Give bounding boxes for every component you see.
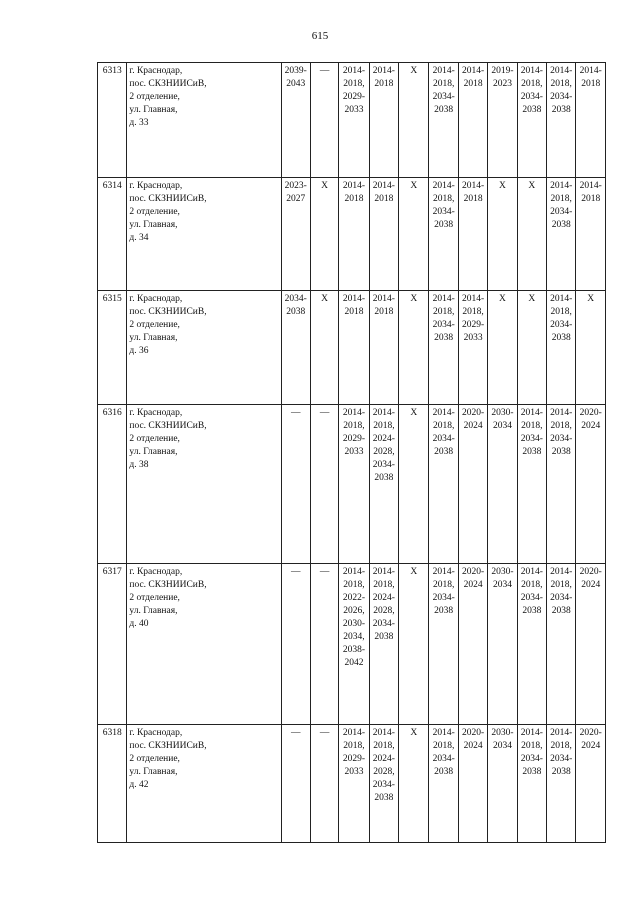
period-cell: X	[399, 291, 429, 405]
period-cell: 2014- 2018	[369, 291, 398, 405]
period-cell: 2014- 2018, 2029- 2033	[458, 291, 487, 405]
period-cell: X	[399, 178, 429, 291]
table-row	[98, 178, 606, 291]
table-row	[98, 405, 606, 564]
period-cell: —	[281, 564, 310, 725]
period-cell: 2014- 2018, 2034- 2038	[547, 63, 576, 178]
schedule-table	[97, 62, 606, 843]
table-row	[98, 725, 606, 843]
record-number: 6315	[98, 291, 127, 405]
period-cell: 2014- 2018, 2034- 2038	[517, 564, 546, 725]
period-cell: 2014- 2018, 2024- 2028, 2034- 2038	[369, 405, 398, 564]
address-line: пос. СКЗНИИСиВ,	[129, 307, 207, 317]
period-cell: 2014- 2018, 2024- 2028, 2034- 2038	[369, 564, 398, 725]
period-cell: 2020- 2024	[576, 564, 606, 725]
address-cell	[127, 405, 281, 564]
period-cell: 2014- 2018, 2029- 2033	[339, 725, 369, 843]
period-cell: X	[310, 291, 338, 405]
address-line: г. Краснодар,	[129, 728, 183, 738]
address-line: 2 отделение,	[129, 320, 180, 330]
period-cell: 2030- 2034	[488, 405, 517, 564]
address-line: г. Краснодар,	[129, 408, 183, 418]
address-line: 2 отделение,	[129, 207, 180, 217]
address-line: г. Краснодар,	[129, 567, 183, 577]
page-number: 615	[311, 30, 329, 42]
period-cell: 2030- 2034	[488, 725, 517, 843]
period-cell: X	[488, 291, 517, 405]
period-cell: 2014- 2018, 2034- 2038	[429, 725, 458, 843]
period-cell: X	[310, 178, 338, 291]
period-cell: 2014- 2018, 2034- 2038	[429, 405, 458, 564]
period-cell: 2039- 2043	[281, 63, 310, 178]
address-line: пос. СКЗНИИСиВ,	[129, 194, 207, 204]
period-cell: 2014- 2018	[458, 178, 487, 291]
period-cell: 2014- 2018	[576, 63, 606, 178]
period-cell: 2014- 2018, 2024- 2028, 2034- 2038	[369, 725, 398, 843]
address-line: ул. Главная,	[129, 447, 178, 457]
period-cell: 2014- 2018	[369, 178, 398, 291]
table-row	[98, 564, 606, 725]
address-line: ул. Главная,	[129, 606, 178, 616]
address-line: г. Краснодар,	[129, 66, 183, 76]
period-cell: 2020- 2024	[576, 725, 606, 843]
record-number: 6317	[98, 564, 127, 725]
address-line: д. 40	[129, 619, 149, 629]
period-cell: 2014- 2018, 2034- 2038	[547, 564, 576, 725]
period-cell: 2014- 2018, 2029- 2033	[339, 405, 369, 564]
period-cell: 2014- 2018	[339, 178, 369, 291]
address-line: ул. Главная,	[129, 767, 178, 777]
period-cell: 2014- 2018, 2034- 2038	[547, 405, 576, 564]
address-cell	[127, 564, 281, 725]
address-line: 2 отделение,	[129, 434, 180, 444]
period-cell: X	[517, 178, 546, 291]
period-cell: 2014- 2018, 2029- 2033	[339, 63, 369, 178]
address-line: 2 отделение,	[129, 754, 180, 764]
period-cell: —	[310, 725, 338, 843]
period-cell: X	[399, 405, 429, 564]
address-cell	[127, 725, 281, 843]
address-line: ул. Главная,	[129, 333, 178, 343]
period-cell: 2020- 2024	[458, 405, 487, 564]
period-cell: 2034- 2038	[281, 291, 310, 405]
address-line: 2 отделение,	[129, 92, 180, 102]
period-cell: 2014- 2018	[576, 178, 606, 291]
period-cell: —	[310, 63, 338, 178]
period-cell: 2014- 2018, 2034- 2038	[429, 63, 458, 178]
period-cell: 2014- 2018, 2034- 2038	[517, 725, 546, 843]
period-cell: 2023- 2027	[281, 178, 310, 291]
record-number: 6316	[98, 405, 127, 564]
period-cell: —	[310, 405, 338, 564]
record-number: 6318	[98, 725, 127, 843]
period-cell: 2014- 2018, 2034- 2038	[547, 725, 576, 843]
address-line: д. 33	[129, 118, 149, 128]
period-cell: —	[310, 564, 338, 725]
period-cell: X	[399, 725, 429, 843]
period-cell: 2030- 2034	[488, 564, 517, 725]
address-line: ул. Главная,	[129, 105, 178, 115]
period-cell: 2014- 2018, 2034- 2038	[429, 564, 458, 725]
period-cell: 2014- 2018, 2034- 2038	[547, 291, 576, 405]
address-line: пос. СКЗНИИСиВ,	[129, 580, 207, 590]
table-row	[98, 63, 606, 178]
address-line: пос. СКЗНИИСиВ,	[129, 741, 207, 751]
period-cell: X	[399, 63, 429, 178]
period-cell: X	[576, 291, 606, 405]
address-line: пос. СКЗНИИСиВ,	[129, 421, 207, 431]
period-cell: 2020- 2024	[458, 725, 487, 843]
address-line: д. 38	[129, 460, 149, 470]
period-cell: 2014- 2018, 2022- 2026, 2030- 2034, 2038- 2042	[339, 564, 369, 725]
address-line: д. 34	[129, 233, 149, 243]
period-cell: —	[281, 725, 310, 843]
period-cell: —	[281, 405, 310, 564]
address-cell	[127, 63, 281, 178]
record-number: 6314	[98, 178, 127, 291]
period-cell: X	[399, 564, 429, 725]
period-cell: 2014- 2018	[339, 291, 369, 405]
address-line: 2 отделение,	[129, 593, 180, 603]
period-cell: 2020- 2024	[458, 564, 487, 725]
period-cell: X	[488, 178, 517, 291]
address-line: д. 42	[129, 780, 149, 790]
address-line: ул. Главная,	[129, 220, 178, 230]
address-cell	[127, 178, 281, 291]
period-cell: X	[517, 291, 546, 405]
period-cell: 2020- 2024	[576, 405, 606, 564]
table-row	[98, 291, 606, 405]
period-cell: 2014- 2018, 2034- 2038	[517, 63, 546, 178]
period-cell: 2014- 2018, 2034- 2038	[517, 405, 546, 564]
period-cell: 2019- 2023	[488, 63, 517, 178]
period-cell: 2014- 2018	[369, 63, 398, 178]
period-cell: 2014- 2018	[458, 63, 487, 178]
period-cell: 2014- 2018, 2034- 2038	[429, 178, 458, 291]
address-line: г. Краснодар,	[129, 294, 183, 304]
address-line: пос. СКЗНИИСиВ,	[129, 79, 207, 89]
record-number: 6313	[98, 63, 127, 178]
period-cell: 2014- 2018, 2034- 2038	[429, 291, 458, 405]
period-cell: 2014- 2018, 2034- 2038	[547, 178, 576, 291]
address-line: г. Краснодар,	[129, 181, 183, 191]
address-line: д. 36	[129, 346, 149, 356]
address-cell	[127, 291, 281, 405]
